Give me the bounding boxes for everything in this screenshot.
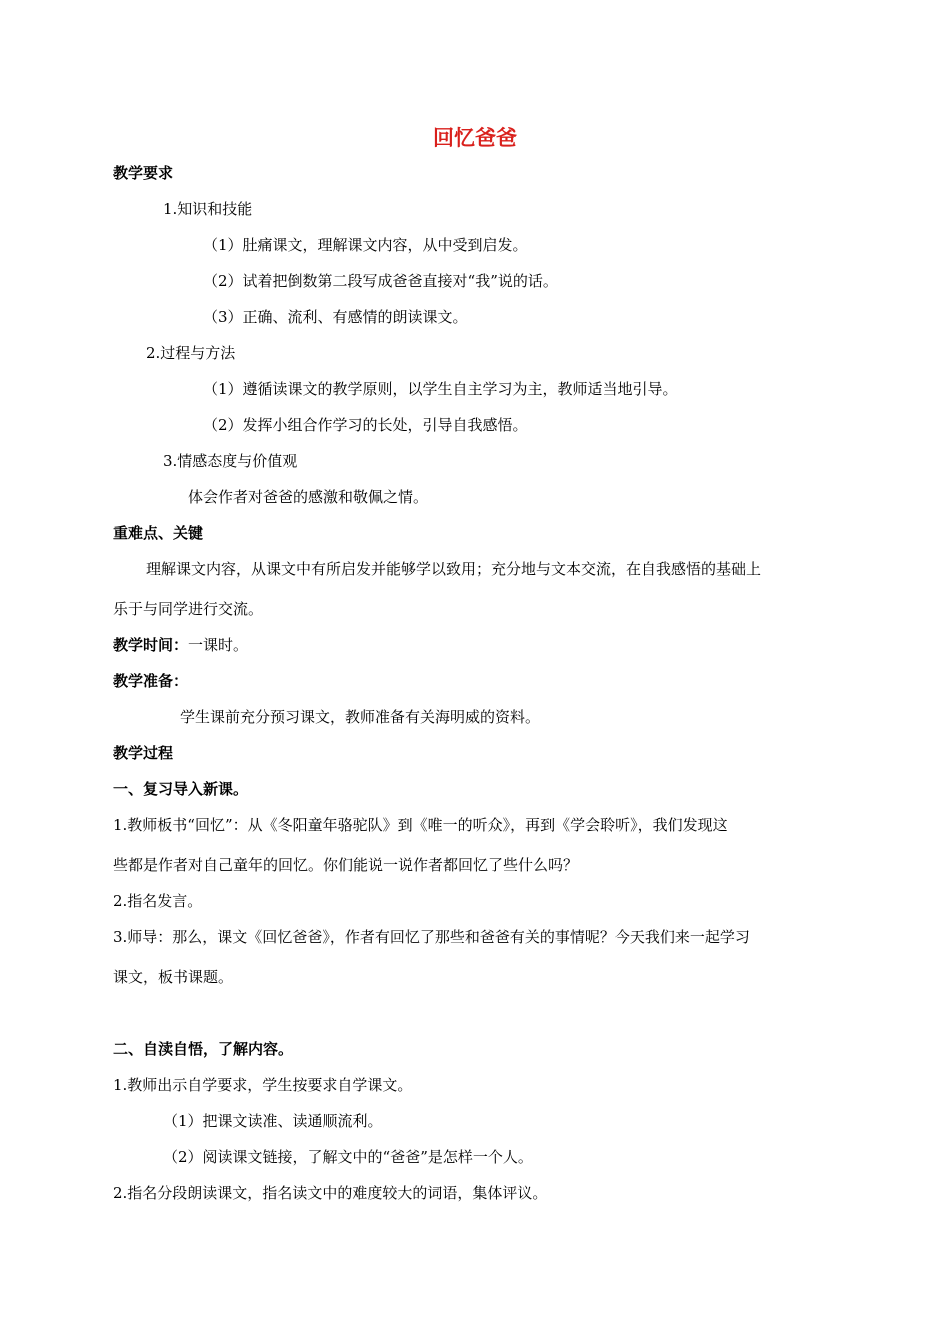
section-1-item-3-line-1: 3.师导：那么，课文《回忆爸爸》，作者有回忆了那些和爸爸有关的事情呢？今天我们来一起学习 [113, 928, 750, 946]
key-points-text-line-1: 理解课文内容，从课文中有所启发并能够学以致用；充分地与文本交流，在自我感悟的基础上 [146, 560, 762, 578]
section-2-subitem-1: （1）把课文读准、读通顺流利。 [163, 1112, 383, 1130]
teaching-time-label: 教学时间： [113, 636, 189, 654]
process-item-1: （1）遵循读课文的教学原则，以学生自主学习为主，教师适当地引导。 [203, 380, 678, 398]
heading-key-points: 重难点、关键 [113, 524, 204, 542]
section-2-item-2: 2.指名分段朗读课文，指名读文中的难度较大的词语，集体评议。 [113, 1184, 548, 1202]
subheading-emotion-values: 3.情感态度与价值观 [163, 452, 298, 470]
subheading-process-method: 2.过程与方法 [146, 344, 236, 362]
section-1-item-1-line-2: 些都是作者对自己童年的回忆。你们能说一说作者都回忆了些什么吗？ [113, 856, 579, 874]
key-points-text-line-2: 乐于与同学进行交流。 [113, 600, 264, 618]
heading-teaching-requirements: 教学要求 [113, 164, 174, 182]
heading-preparation: 教学准备： [113, 672, 189, 690]
heading-teaching-process: 教学过程 [113, 744, 174, 762]
section-1-item-1-line-1: 1.教师板书“回忆”：从《冬阳童年骆驼队》到《唯一的听众》，再到《学会聆听》，我们发现这 [113, 816, 728, 834]
subheading-knowledge-skills: 1.知识和技能 [163, 200, 253, 218]
teaching-time [113, 635, 248, 655]
emotion-text: 体会作者对爸爸的感激和敬佩之情。 [188, 488, 429, 506]
section-2-item-1: 1.教师出示自学要求，学生按要求自学课文。 [113, 1076, 413, 1094]
section-2-subitem-2: （2）阅读课文链接，了解文中的“爸爸”是怎样一个人。 [163, 1148, 533, 1166]
section-1-item-3-line-2: 课文，板书课题。 [113, 968, 234, 986]
teaching-time-value: 一课时。 [188, 636, 249, 654]
document-title: 回忆爸爸 [433, 126, 517, 150]
preparation-text: 学生课前充分预习课文，教师准备有关海明威的资料。 [180, 708, 541, 726]
section-1-item-2: 2.指名发言。 [113, 892, 203, 910]
process-item-2: （2）发挥小组合作学习的长处，引导自我感悟。 [203, 416, 528, 434]
section-2-heading: 二、自渎自悟，了解内容。 [113, 1040, 294, 1058]
requirement-item-2: （2）试着把倒数第二段写成爸爸直接对“我”说的话。 [203, 272, 558, 290]
requirement-item-1: （1）肚痛课文，理解课文内容，从中受到启发。 [203, 236, 528, 254]
section-1-heading: 一、复习导入新课。 [113, 780, 249, 798]
requirement-item-3: （3）正确、流利、有感情的朗读课文。 [203, 308, 468, 326]
